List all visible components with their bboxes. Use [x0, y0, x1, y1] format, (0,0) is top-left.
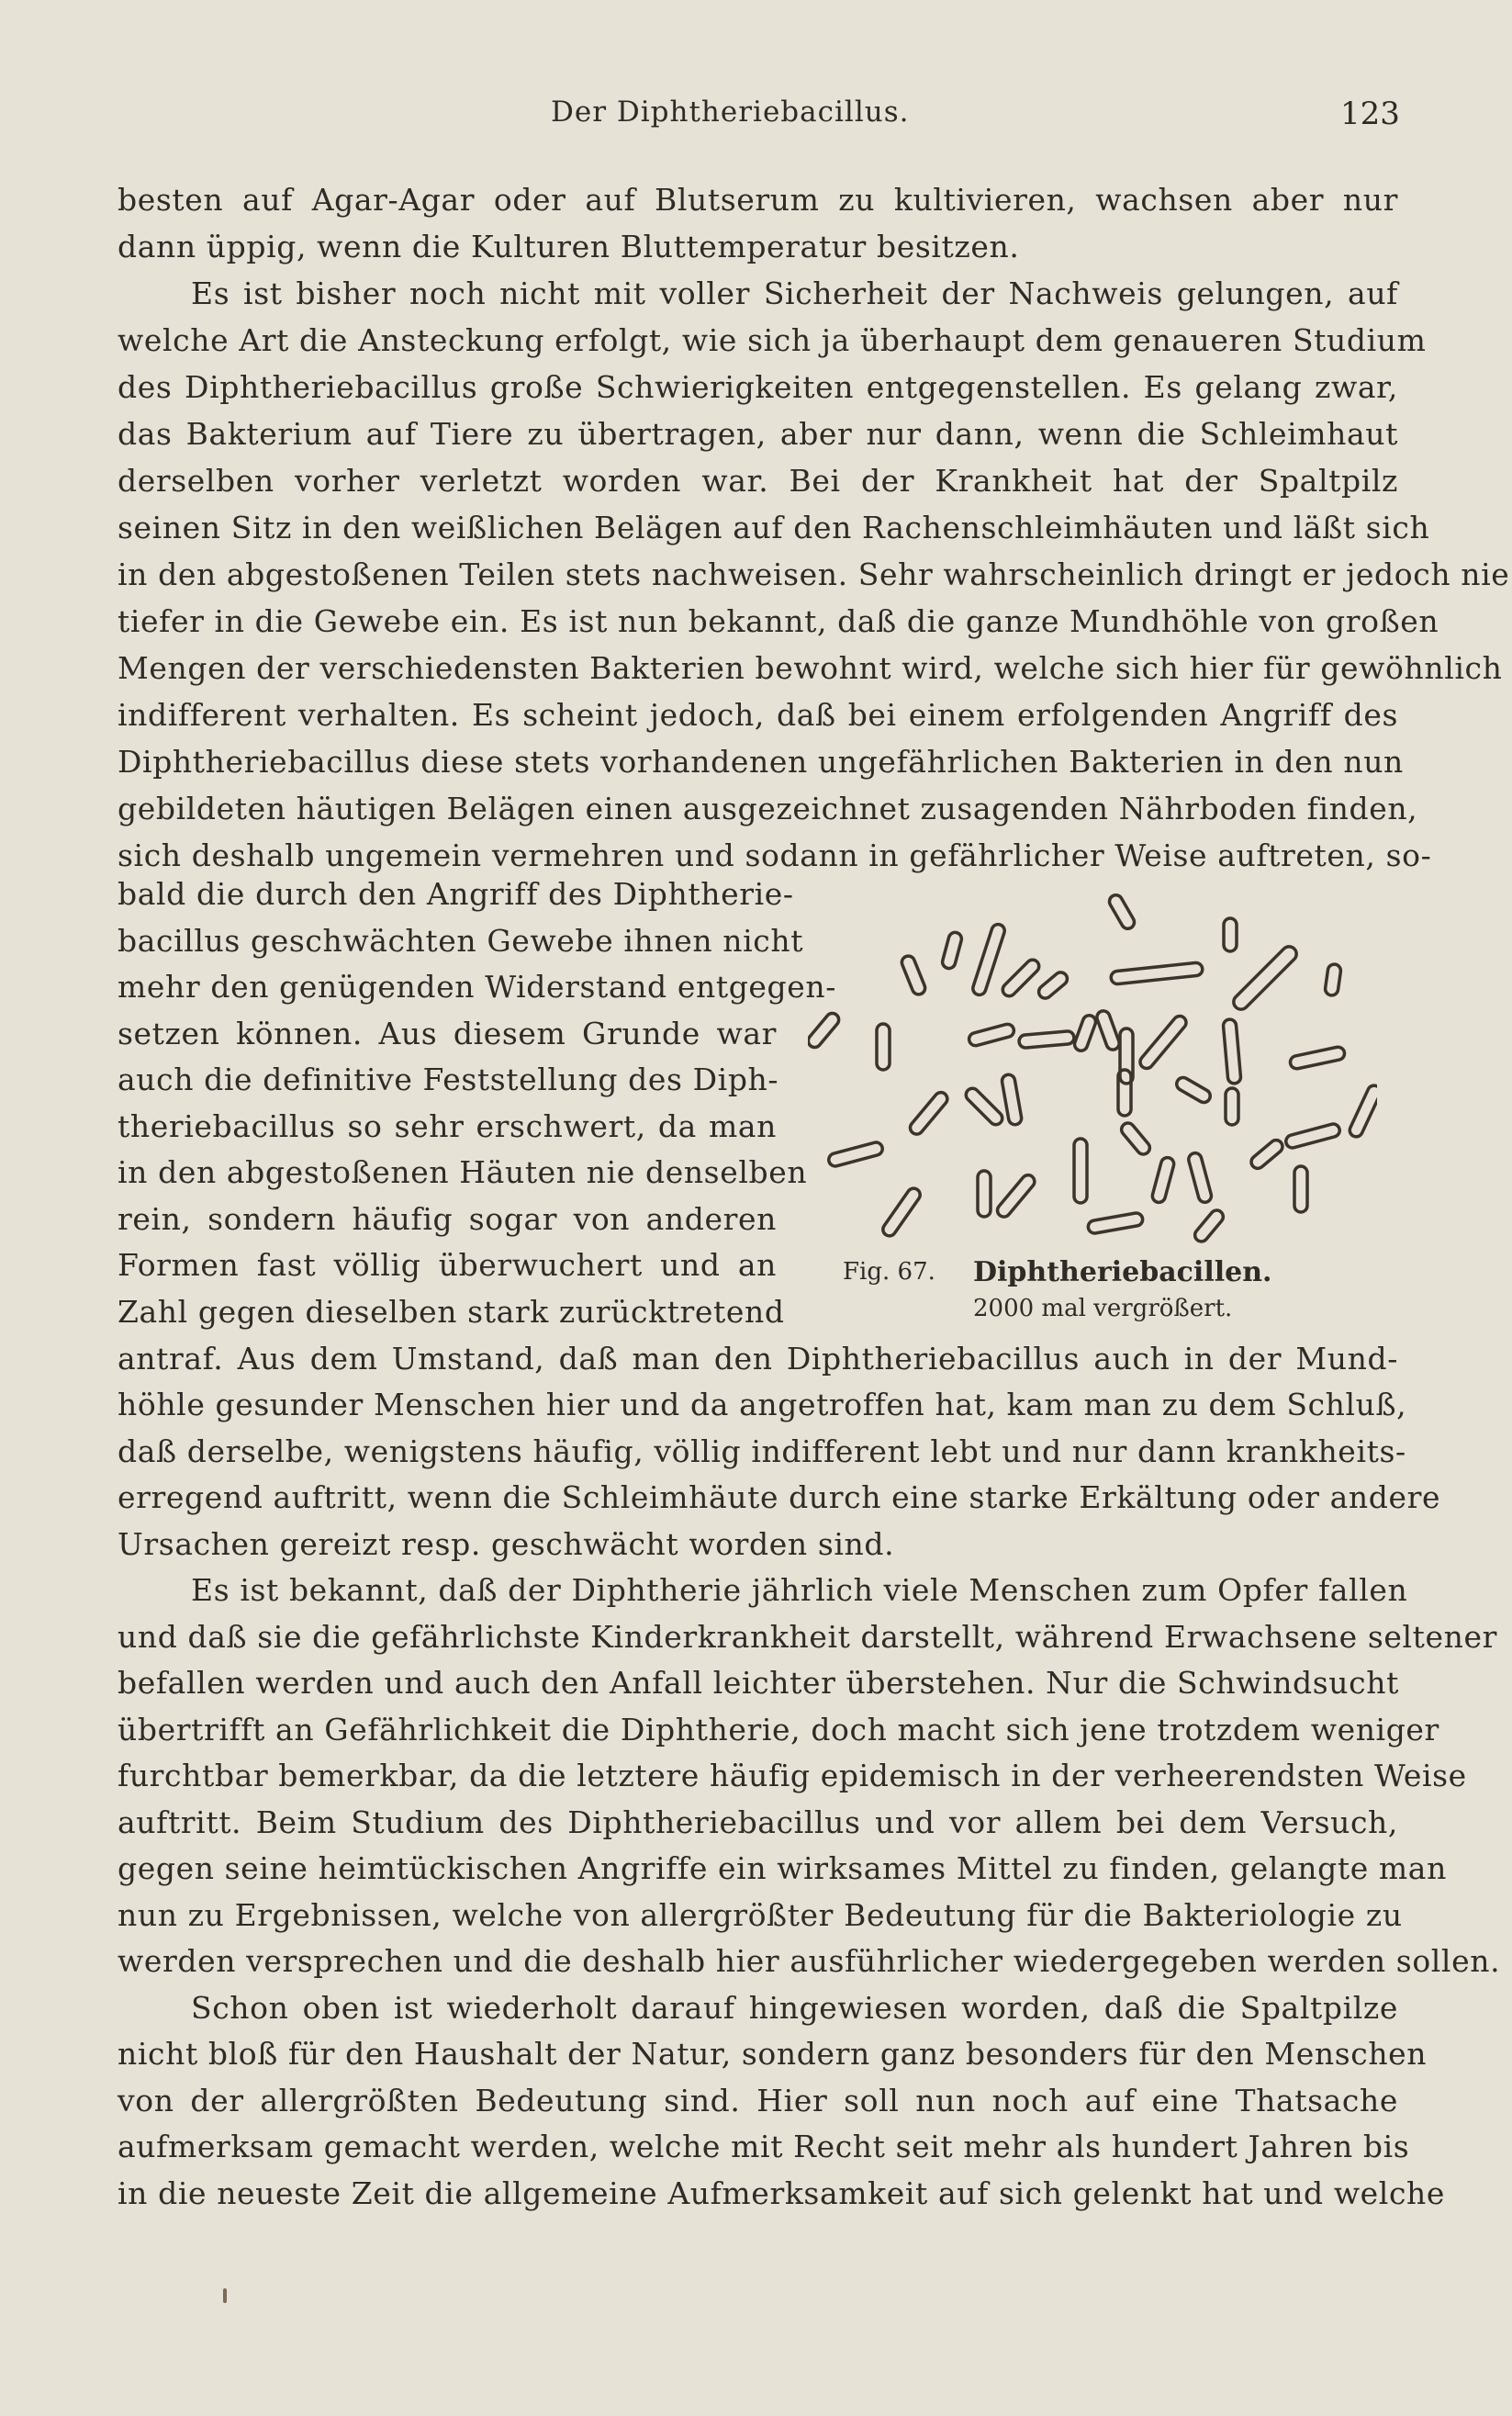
text-line: werden versprechen und die deshalb hier ausführlicher wiedergegeben werden sollen. [118, 1943, 1501, 1979]
text-line: Es ist bisher noch nicht mit voller Sicherheit der Nachweis gelungen, auf [191, 275, 1398, 311]
text-line: erregend auftritt, wenn die Schleimhäute durch eine starke Erkältung oder andere [118, 1479, 1441, 1515]
figure-diphtheria-bacilli [808, 891, 1377, 1322]
text-line: auftritt. Beim Studium des Diphtheriebacillus und vor allem bei dem Versuch, [118, 1804, 1398, 1840]
text-line: übertrifft an Gefährlichkeit die Diphtherie, doch macht sich jene trotzdem weniger [118, 1712, 1439, 1747]
text-line: setzen können. Aus diesem Grunde war [118, 1016, 777, 1051]
text-line: dann üppig, wenn die Kulturen Bluttemperatur besitzen. [118, 229, 1020, 264]
text-line: bacillus geschwächten Gewebe ihnen nicht [118, 923, 804, 959]
text-line: in die neueste Zeit die allgemeine Aufmerksamkeit auf sich gelenkt hat und welche [118, 2175, 1446, 2211]
text-line: auch die definitive Feststellung des Diph- [118, 1062, 779, 1097]
text-line: Schon oben ist wiederholt darauf hingewiesen worden, daß die Spaltpilze [191, 1990, 1398, 2026]
bacilli-illustration [808, 891, 1377, 1249]
text-line: gebildeten häutigen Belägen einen ausgezeichnet zusagenden Nährboden finden, [118, 791, 1418, 826]
text-line: aufmerksam gemacht werden, welche mit Recht seit mehr als hundert Jahren bis [118, 2129, 1410, 2164]
text-line: antraf. Aus dem Umstand, daß man den Diphtheriebacillus auch in der Mund- [118, 1341, 1398, 1377]
text-line: in den abgestoßenen Häuten nie denselben [118, 1154, 808, 1190]
text-line: daß derselbe, wenigstens häufig, völlig indifferent lebt und nur dann krankheits- [118, 1433, 1406, 1469]
running-header [0, 92, 1512, 138]
text-line: von der allergrößten Bedeutung sind. Hier soll nun noch auf eine Thatsache [118, 2083, 1398, 2118]
text-line: seinen Sitz in den weißlichen Belägen auf den Rachenschleimhäuten und läßt sich [118, 510, 1430, 545]
figure-title: Diphtheriebacillen. [973, 1256, 1272, 1288]
text-line: des Diphtheriebacillus große Schwierigkeiten entgegenstellen. Es gelang zwar, [118, 369, 1398, 405]
bacillus-cells [808, 893, 1377, 1244]
text-line: und daß sie die gefährlichste Kinderkrankheit darstellt, während Erwachsene seltener [118, 1619, 1497, 1655]
text-line: gegen seine heimtückischen Angriffe ein wirksames Mittel zu finden, gelangte man [118, 1850, 1447, 1886]
text-line: besten auf Agar-Agar oder auf Blutserum zu kultivieren, wachsen aber nur [118, 182, 1398, 218]
text-line: tiefer in die Gewebe ein. Es ist nun bekannt, daß die ganze Mundhöhle von großen [118, 603, 1439, 639]
text-line: Formen fast völlig überwuchert und an [118, 1247, 777, 1283]
text-line: das Bakterium auf Tiere zu übertragen, aber nur dann, wenn die Schleimhaut [118, 416, 1398, 452]
text-line: nicht bloß für den Haushalt der Natur, sondern ganz besonders für den Menschen [118, 2036, 1428, 2072]
text-line: höhle gesunder Menschen hier und da angetroffen hat, kam man zu dem Schluß, [118, 1387, 1407, 1422]
text-line: derselben vorher verletzt worden war. Bei der Krankheit hat der Spaltpilz [118, 463, 1398, 499]
text-line: Ursachen gereizt resp. geschwächt worden sind. [118, 1526, 895, 1562]
figure-subtitle: 2000 mal vergrößert. [973, 1295, 1233, 1322]
text-line: nun zu Ergebnissen, welche von allergrößter Bedeutung für die Bakteriologie zu [118, 1897, 1403, 1933]
text-line: welche Art die Ansteckung erfolgt, wie sich ja überhaupt dem genaueren Studium [118, 322, 1427, 358]
text-line: rein, sondern häufig sogar von anderen [118, 1201, 777, 1237]
text-line: indifferent verhalten. Es scheint jedoch, daß bei einem erfolgenden Angriff des [118, 697, 1398, 733]
text-line: Diphtheriebacillus diese stets vorhandenen ungefährlichen Bakterien in den nun [118, 744, 1404, 780]
ink-speck [223, 2288, 227, 2303]
running-title: Der Diphtheriebacillus. [551, 96, 910, 129]
text-line: sich deshalb ungemein vermehren und sodann in gefährlicher Weise auftreten, so- [118, 837, 1432, 873]
text-line: in den abgestoßenen Teilen stets nachweisen. Sehr wahrscheinlich dringt er jedoch nie [118, 556, 1510, 592]
text-line: theriebacillus so sehr erschwert, da man [118, 1108, 777, 1144]
text-line: Zahl gegen dieselben stark zurücktretend [118, 1294, 785, 1330]
page-number: 123 [1340, 96, 1400, 132]
text-line: Es ist bekannt, daß der Diphtherie jährlich viele Menschen zum Opfer fallen [191, 1572, 1408, 1608]
text-line: mehr den genügenden Widerstand entgegen- [118, 969, 837, 1005]
text-line: Mengen der verschiedensten Bakterien bewohnt wird, welche sich hier für gewöhnlich [118, 650, 1503, 686]
figure-label: Fig. 67. [843, 1258, 935, 1286]
text-line: furchtbar bemerkbar, da die letztere häufig epidemisch in der verheerendsten Weise [118, 1758, 1467, 1793]
text-line: befallen werden und auch den Anfall leichter überstehen. Nur die Schwindsucht [118, 1665, 1399, 1701]
text-line: bald die durch den Angriff des Diphtherie- [118, 876, 794, 912]
